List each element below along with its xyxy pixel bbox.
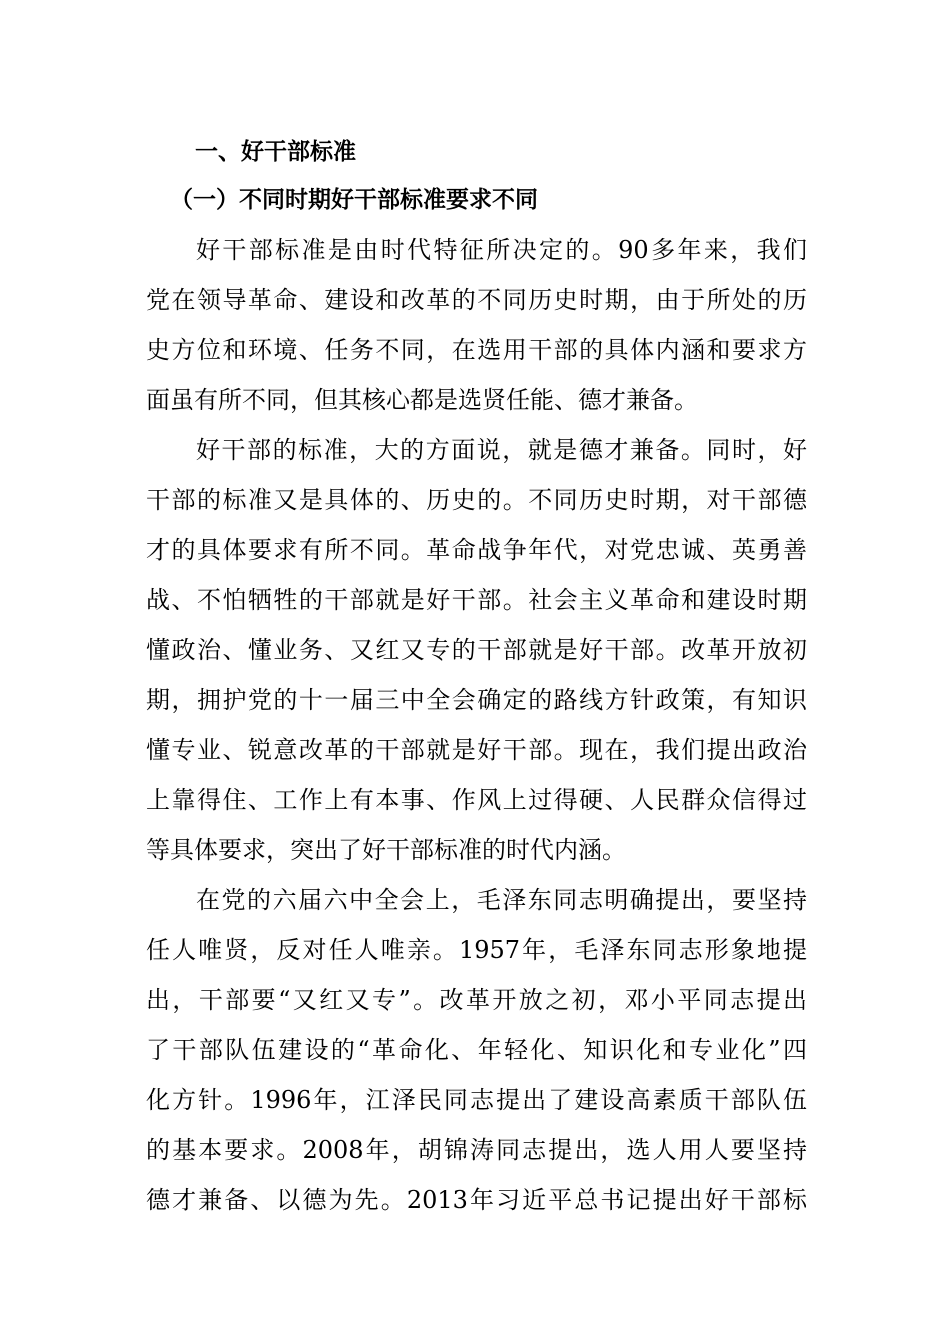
- subsection-heading: （一）不同时期好干部标准要求不同: [170, 187, 538, 213]
- paragraph-3-line-1: 在党的六届六中全会上，毛泽东同志明确提出，要坚持: [196, 886, 807, 914]
- paragraph-2-line-7: 懂专业、锐意改革的干部就是好干部。现在，我们提出政治: [146, 736, 807, 764]
- paragraph-3-line-7: 德才兼备、以德为先。2013年习近平总书记提出好干部标: [146, 1186, 807, 1214]
- paragraph-2-line-4: 战、不怕牺牲的干部就是好干部。社会主义革命和建设时期: [146, 586, 807, 614]
- paragraph-2-line-5: 懂政治、懂业务、又红又专的干部就是好干部。改革开放初: [146, 636, 807, 664]
- paragraph-3-line-6: 的基本要求。2008年，胡锦涛同志提出，选人用人要坚持: [146, 1136, 807, 1164]
- section-heading: 一、好干部标准: [195, 139, 356, 165]
- paragraph-2-line-2: 干部的标准又是具体的、历史的。不同历史时期，对干部德: [146, 486, 807, 514]
- paragraph-2-line-1: 好干部的标准，大的方面说，就是德才兼备。同时，好: [196, 436, 807, 464]
- paragraph-2-line-6: 期，拥护党的十一届三中全会确定的路线方针政策，有知识: [146, 686, 807, 714]
- paragraph-2-line-3: 才的具体要求有所不同。革命战争年代，对党忠诚、英勇善: [146, 536, 807, 564]
- paragraph-1-line-2: 党在领导革命、建设和改革的不同历史时期，由于所处的历: [146, 286, 807, 314]
- paragraph-3-line-2: 任人唯贤，反对任人唯亲。1957年，毛泽东同志形象地提: [146, 936, 807, 964]
- paragraph-3-line-5: 化方针。1996年，江泽民同志提出了建设高素质干部队伍: [146, 1086, 807, 1114]
- paragraph-1-line-4: 面虽有所不同，但其核心都是选贤任能、德才兼备。: [146, 386, 698, 414]
- paragraph-2-line-8: 上靠得住、工作上有本事、作风上过得硬、人民群众信得过: [146, 786, 807, 814]
- paragraph-3-line-4: 了干部队伍建设的“革命化、年轻化、知识化和专业化”四: [146, 1036, 807, 1064]
- paragraph-3-line-3: 出，干部要“又红又专”。改革开放之初，邓小平同志提出: [146, 986, 807, 1014]
- paragraph-1-line-1: 好干部标准是由时代特征所决定的。90多年来，我们: [196, 236, 807, 264]
- paragraph-1-line-3: 史方位和环境、任务不同，在选用干部的具体内涵和要求方: [146, 336, 807, 364]
- paragraph-2-line-9: 等具体要求，突出了好干部标准的时代内涵。: [146, 836, 626, 864]
